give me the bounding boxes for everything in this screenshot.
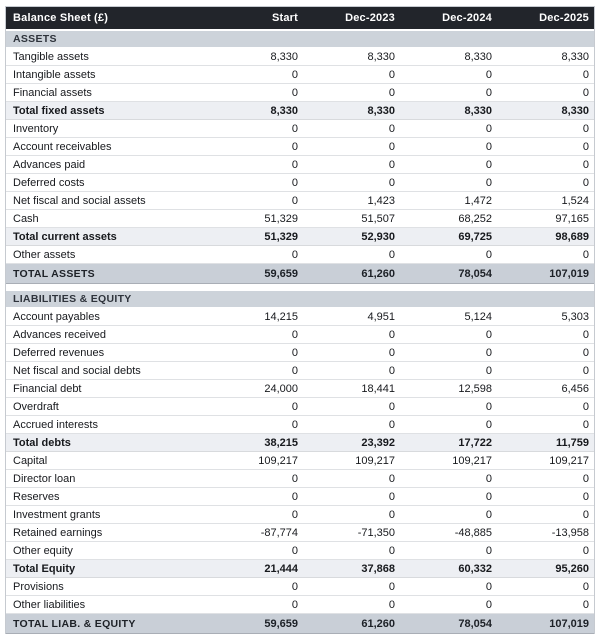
row-value-dec-2023: 0 bbox=[388, 68, 395, 81]
row-value-dec-2024: 17,722 bbox=[458, 436, 492, 449]
row-value-dec-2024: 0 bbox=[485, 544, 492, 557]
column-header-dec-2024: Dec-2024 bbox=[442, 12, 492, 24]
row-value-start: 0 bbox=[291, 508, 298, 521]
row-label: Inventory bbox=[13, 122, 59, 135]
row-value-start: 0 bbox=[291, 580, 298, 593]
row-label: Other equity bbox=[13, 544, 73, 557]
table-body bbox=[6, 31, 594, 634]
row-label: Deferred costs bbox=[13, 176, 85, 189]
row-value-dec-2023: 0 bbox=[388, 86, 395, 99]
column-header-start: Start bbox=[271, 12, 298, 24]
row-value-dec-2023: 18,441 bbox=[361, 382, 395, 395]
row-value-start: 0 bbox=[291, 364, 298, 377]
section-title: ASSETS bbox=[13, 33, 57, 45]
table-row bbox=[6, 120, 594, 138]
row-label: Total fixed assets bbox=[13, 104, 105, 117]
row-value-dec-2025: 0 bbox=[582, 418, 589, 431]
row-label: Account payables bbox=[13, 310, 100, 323]
table-row bbox=[6, 48, 594, 66]
row-value-dec-2023: 1,423 bbox=[367, 194, 395, 207]
row-label: Accrued interests bbox=[13, 418, 98, 431]
row-label: Reserves bbox=[13, 490, 60, 503]
row-value-dec-2024: 0 bbox=[485, 598, 492, 611]
row-label: Advances received bbox=[13, 328, 106, 341]
row-value-start: 0 bbox=[291, 418, 298, 431]
section-header-row bbox=[6, 291, 594, 307]
row-label: TOTAL LIAB. & EQUITY bbox=[13, 617, 136, 630]
row-value-dec-2024: 0 bbox=[485, 400, 492, 413]
subtotal-row bbox=[6, 434, 594, 452]
row-value-dec-2025: 107,019 bbox=[549, 267, 589, 280]
row-value-dec-2025: 0 bbox=[582, 68, 589, 81]
row-value-dec-2024: 78,054 bbox=[458, 267, 492, 280]
row-value-start: 0 bbox=[291, 140, 298, 153]
row-value-dec-2025: 0 bbox=[582, 598, 589, 611]
row-value-dec-2024: 68,252 bbox=[458, 212, 492, 225]
balance-sheet-table bbox=[5, 6, 595, 634]
row-value-dec-2024: 69,725 bbox=[458, 230, 492, 243]
subtotal-row bbox=[6, 102, 594, 120]
row-value-start: 14,215 bbox=[264, 310, 298, 323]
row-value-start: 8,330 bbox=[270, 104, 298, 117]
table-row bbox=[6, 506, 594, 524]
row-value-start: 21,444 bbox=[264, 562, 298, 575]
row-value-dec-2024: 0 bbox=[485, 580, 492, 593]
row-label: Provisions bbox=[13, 580, 64, 593]
row-value-start: 0 bbox=[291, 400, 298, 413]
row-value-dec-2024: 0 bbox=[485, 328, 492, 341]
row-value-dec-2025: 0 bbox=[582, 140, 589, 153]
row-label: Investment grants bbox=[13, 508, 101, 521]
row-label: Total Equity bbox=[13, 562, 76, 575]
row-value-dec-2025: 8,330 bbox=[561, 50, 589, 63]
grand-total-row bbox=[6, 614, 594, 634]
row-value-start: 109,217 bbox=[258, 454, 298, 467]
row-value-start: 0 bbox=[291, 176, 298, 189]
row-value-dec-2024: 109,217 bbox=[452, 454, 492, 467]
row-value-dec-2023: -71,350 bbox=[357, 526, 395, 539]
row-value-start: 0 bbox=[291, 194, 298, 207]
table-row bbox=[6, 362, 594, 380]
row-value-dec-2024: 5,124 bbox=[464, 310, 492, 323]
row-value-dec-2023: 0 bbox=[388, 580, 395, 593]
row-value-dec-2023: 0 bbox=[388, 490, 395, 503]
row-label: Advances paid bbox=[13, 158, 86, 171]
row-value-dec-2023: 52,930 bbox=[361, 230, 395, 243]
row-value-dec-2023: 0 bbox=[388, 346, 395, 359]
row-value-dec-2024: 0 bbox=[485, 490, 492, 503]
row-value-dec-2023: 0 bbox=[388, 364, 395, 377]
row-value-dec-2024: 0 bbox=[485, 248, 492, 261]
row-value-dec-2023: 23,392 bbox=[361, 436, 395, 449]
row-value-dec-2024: 0 bbox=[485, 122, 492, 135]
row-value-dec-2025: 0 bbox=[582, 122, 589, 135]
row-value-start: 0 bbox=[291, 328, 298, 341]
column-header-dec-2025: Dec-2025 bbox=[539, 12, 589, 24]
row-value-dec-2025: 0 bbox=[582, 346, 589, 359]
table-row bbox=[6, 596, 594, 614]
row-value-dec-2023: 0 bbox=[388, 140, 395, 153]
row-value-start: 0 bbox=[291, 544, 298, 557]
row-value-start: 51,329 bbox=[264, 230, 298, 243]
row-value-dec-2025: 0 bbox=[582, 364, 589, 377]
row-label: Tangible assets bbox=[13, 50, 89, 63]
row-label: Retained earnings bbox=[13, 526, 103, 539]
row-value-dec-2024: 0 bbox=[485, 86, 492, 99]
table-row bbox=[6, 398, 594, 416]
row-value-start: 59,659 bbox=[264, 617, 298, 630]
table-row bbox=[6, 524, 594, 542]
row-value-dec-2025: 107,019 bbox=[549, 617, 589, 630]
row-value-dec-2023: 0 bbox=[388, 248, 395, 261]
row-value-dec-2023: 37,868 bbox=[361, 562, 395, 575]
row-value-dec-2025: 0 bbox=[582, 508, 589, 521]
row-value-dec-2024: 0 bbox=[485, 364, 492, 377]
row-value-start: 0 bbox=[291, 86, 298, 99]
row-value-dec-2023: 61,260 bbox=[361, 267, 395, 280]
table-row bbox=[6, 192, 594, 210]
row-value-start: 0 bbox=[291, 158, 298, 171]
table-row bbox=[6, 138, 594, 156]
row-value-dec-2025: 11,759 bbox=[555, 436, 589, 449]
row-label: Overdraft bbox=[13, 400, 59, 413]
row-label: Account receivables bbox=[13, 140, 112, 153]
table-row bbox=[6, 488, 594, 506]
row-value-dec-2023: 0 bbox=[388, 122, 395, 135]
row-label: Net fiscal and social debts bbox=[13, 364, 141, 377]
row-value-start: 0 bbox=[291, 68, 298, 81]
row-value-start: 0 bbox=[291, 248, 298, 261]
row-label: Intangible assets bbox=[13, 68, 96, 81]
row-value-dec-2025: 0 bbox=[582, 400, 589, 413]
row-value-dec-2023: 0 bbox=[388, 472, 395, 485]
row-value-start: 0 bbox=[291, 122, 298, 135]
row-value-dec-2024: 0 bbox=[485, 140, 492, 153]
table-row bbox=[6, 66, 594, 84]
table-row bbox=[6, 470, 594, 488]
table-row bbox=[6, 246, 594, 264]
table-row bbox=[6, 452, 594, 470]
subtotal-row bbox=[6, 560, 594, 578]
row-value-dec-2025: 0 bbox=[582, 328, 589, 341]
subtotal-row bbox=[6, 228, 594, 246]
row-label: Capital bbox=[13, 454, 48, 467]
row-value-start: 0 bbox=[291, 490, 298, 503]
row-label: Net fiscal and social assets bbox=[13, 194, 146, 207]
row-value-dec-2025: 0 bbox=[582, 544, 589, 557]
row-value-start: 24,000 bbox=[264, 382, 298, 395]
table-row bbox=[6, 542, 594, 560]
table-row bbox=[6, 210, 594, 228]
row-value-dec-2025: 0 bbox=[582, 472, 589, 485]
row-value-start: 38,215 bbox=[264, 436, 298, 449]
row-label: Financial debt bbox=[13, 382, 82, 395]
row-label: Total debts bbox=[13, 436, 71, 449]
row-value-dec-2024: 0 bbox=[485, 176, 492, 189]
row-value-dec-2025: 109,217 bbox=[549, 454, 589, 467]
row-value-dec-2025: 8,330 bbox=[561, 104, 589, 117]
row-value-start: 8,330 bbox=[270, 50, 298, 63]
row-value-dec-2023: 0 bbox=[388, 400, 395, 413]
row-value-dec-2024: 0 bbox=[485, 418, 492, 431]
table-row bbox=[6, 156, 594, 174]
table-row bbox=[6, 84, 594, 102]
grand-total-row bbox=[6, 264, 594, 284]
row-value-dec-2024: 0 bbox=[485, 346, 492, 359]
row-value-dec-2023: 0 bbox=[388, 508, 395, 521]
row-value-dec-2024: -48,885 bbox=[454, 526, 492, 539]
row-value-dec-2025: 1,524 bbox=[561, 194, 589, 207]
row-label: Other assets bbox=[13, 248, 76, 261]
table-row bbox=[6, 308, 594, 326]
row-value-dec-2024: 0 bbox=[485, 472, 492, 485]
row-label: Total current assets bbox=[13, 230, 117, 243]
row-value-start: 0 bbox=[291, 598, 298, 611]
row-label: Other liabilities bbox=[13, 598, 86, 611]
row-label: Director loan bbox=[13, 472, 76, 485]
row-value-dec-2024: 1,472 bbox=[464, 194, 492, 207]
row-value-dec-2025: 0 bbox=[582, 176, 589, 189]
row-value-dec-2024: 78,054 bbox=[458, 617, 492, 630]
row-value-dec-2025: 98,689 bbox=[555, 230, 589, 243]
row-value-start: 59,659 bbox=[264, 267, 298, 280]
row-value-dec-2023: 0 bbox=[388, 328, 395, 341]
row-value-start: 0 bbox=[291, 472, 298, 485]
column-header-dec-2023: Dec-2023 bbox=[345, 12, 395, 24]
table-header-row bbox=[6, 7, 594, 29]
section-title: LIABILITIES & EQUITY bbox=[13, 293, 132, 305]
row-value-dec-2024: 12,598 bbox=[458, 382, 492, 395]
row-value-dec-2023: 0 bbox=[388, 176, 395, 189]
table-row bbox=[6, 416, 594, 434]
row-value-dec-2025: -13,958 bbox=[551, 526, 589, 539]
row-value-start: 0 bbox=[291, 346, 298, 359]
row-value-dec-2025: 0 bbox=[582, 490, 589, 503]
row-value-start: -87,774 bbox=[260, 526, 298, 539]
row-label: TOTAL ASSETS bbox=[13, 267, 95, 280]
row-value-dec-2025: 0 bbox=[582, 248, 589, 261]
row-value-dec-2023: 8,330 bbox=[367, 104, 395, 117]
row-label: Financial assets bbox=[13, 86, 92, 99]
row-value-dec-2023: 0 bbox=[388, 418, 395, 431]
row-label: Cash bbox=[13, 212, 39, 225]
row-value-dec-2023: 0 bbox=[388, 544, 395, 557]
row-value-dec-2023: 4,951 bbox=[367, 310, 395, 323]
row-value-dec-2023: 51,507 bbox=[361, 212, 395, 225]
row-value-dec-2024: 60,332 bbox=[458, 562, 492, 575]
table-title: Balance Sheet (£) bbox=[13, 12, 109, 24]
row-value-dec-2025: 0 bbox=[582, 158, 589, 171]
row-value-dec-2025: 0 bbox=[582, 580, 589, 593]
row-value-dec-2023: 109,217 bbox=[355, 454, 395, 467]
table-row bbox=[6, 326, 594, 344]
section-header-row bbox=[6, 31, 594, 47]
row-value-dec-2024: 0 bbox=[485, 508, 492, 521]
row-value-dec-2024: 0 bbox=[485, 158, 492, 171]
table-row bbox=[6, 174, 594, 192]
row-label: Deferred revenues bbox=[13, 346, 105, 359]
row-value-start: 51,329 bbox=[264, 212, 298, 225]
row-value-dec-2023: 8,330 bbox=[367, 50, 395, 63]
row-value-dec-2025: 0 bbox=[582, 86, 589, 99]
row-value-dec-2025: 95,260 bbox=[555, 562, 589, 575]
row-value-dec-2024: 8,330 bbox=[464, 50, 492, 63]
row-value-dec-2024: 8,330 bbox=[464, 104, 492, 117]
row-value-dec-2025: 97,165 bbox=[555, 212, 589, 225]
table-row bbox=[6, 344, 594, 362]
table-row bbox=[6, 578, 594, 596]
table-row bbox=[6, 380, 594, 398]
row-value-dec-2023: 0 bbox=[388, 598, 395, 611]
row-value-dec-2023: 0 bbox=[388, 158, 395, 171]
row-value-dec-2025: 6,456 bbox=[561, 382, 589, 395]
row-value-dec-2023: 61,260 bbox=[361, 617, 395, 630]
row-value-dec-2025: 5,303 bbox=[561, 310, 589, 323]
row-value-dec-2024: 0 bbox=[485, 68, 492, 81]
